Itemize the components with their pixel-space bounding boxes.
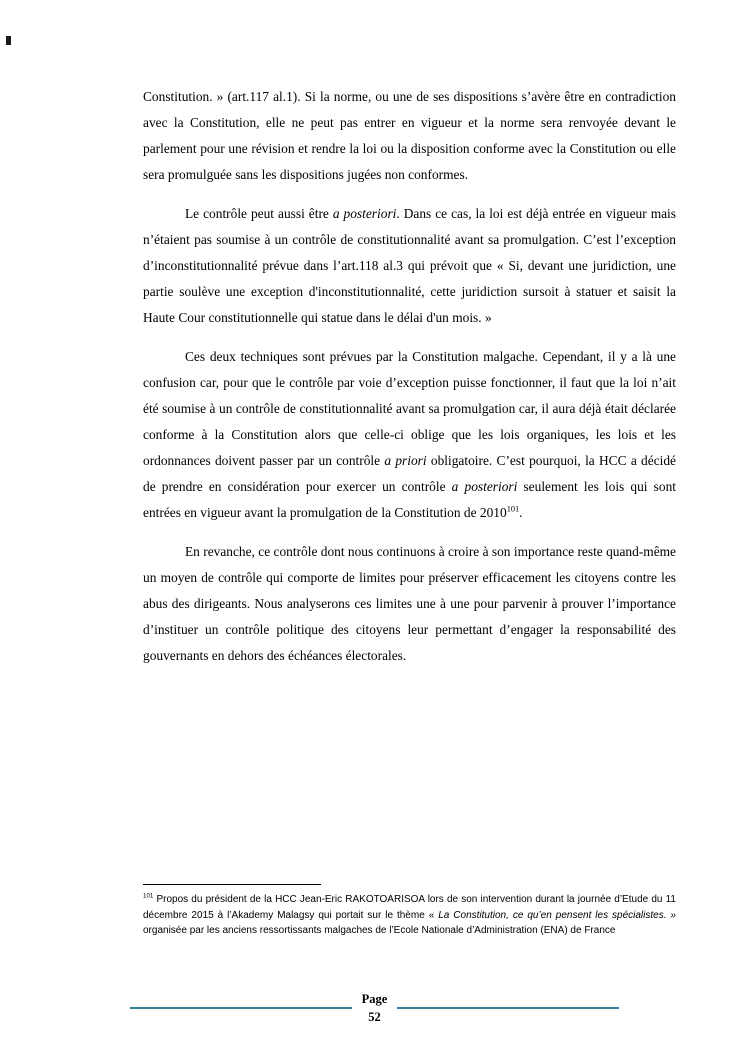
footnote-area: [143, 884, 676, 939]
footer-page-number: 52: [368, 1010, 381, 1024]
paragraph: En revanche, ce contrôle dont nous continuons à croire à son importance reste quand-même un moyen de contrôle qui comporte de limites pour préserver efficacement les citoyens contre les abus des dirigeants. Nous analyserons ces limites une à une pour parvenir à prouver l’importance d’instituer un contrôle politique des citoyens leur permettant d’engager la responsabilité des gouvernants en dehors des échéances électorales.: [143, 544, 676, 663]
footer-text: [352, 990, 398, 1026]
paragraph: Constitution. » (art.117 al.1). Si la norme, ou une de ses dispositions s’avère être en contradiction avec la Constitution, elle ne peut pas entrer en vigueur et la norme sera renvoyée devant le parlement pour une révision et rendre la loi ou la disposition conforme avec la Constitution ou elle sera promulguée sans les dispositions jugées non conformes.: [143, 89, 676, 182]
scan-artifact: [6, 36, 11, 45]
document-body: [143, 84, 676, 682]
footnote-text: $^{101}$ Propos du président de la HCC Jean-Eric RAKOTOARISOA lors de son intervention durant la journée d’Etude du 11 décembre 2015 à l’Akademy Malagsy qui portait sur le thème « La Constitution, ce qu’en pensent les spécialistes. » organisée par les anciens ressortissants malgaches de l’Ecole Nationale d’Administration (ENA) de France: [143, 892, 676, 937]
footer-rule-left: [130, 1007, 352, 1009]
footer-page-label: Page: [361, 992, 388, 1006]
paragraph: Ces deux techniques sont prévues par la Constitution malgache. Cependant, il y a là une confusion car, pour que le contrôle par voie d’exception puisse fonctionner, il faut que la loi n’ait été soumise à un contrôle de constitutionnalité avant sa promulgation car, il aura déjà était déclarée conforme à la Constitution alors que celle-ci oblige que les lois organiques, les lois et les ordonnances doivent passer par un contrôle a priori obligatoire. C’est pourquoi, la HCC a décidé de prendre en considération pour exercer un contrôle a posteriori seulement les lois qui sont entrées en vigueur avant la promulgation de la Constitution de 2010$^{101}$.: [143, 349, 677, 520]
paragraph: Le contrôle peut aussi être a posteriori. Dans ce cas, la loi est déjà entrée en vigueur mais n’étaient pas soumise à un contrôle de constitutionnalité avant sa promulgation. C’est l’exception d’inconstitutionnalité prévue dans l’art.118 al.3 qui prévoit que « Si, devant une juridiction, une partie soulève une exception d'inconstitutionnalité, cette juridiction sursoit à statuer et saisit la Haute Cour constitutionnelle qui statue dans le délai d'un mois. »: [143, 206, 676, 325]
page-footer: [130, 990, 619, 1026]
footnote-marker: 101: [143, 892, 154, 900]
footer-rule-right: [397, 1007, 619, 1009]
footnote-separator: [143, 884, 321, 885]
